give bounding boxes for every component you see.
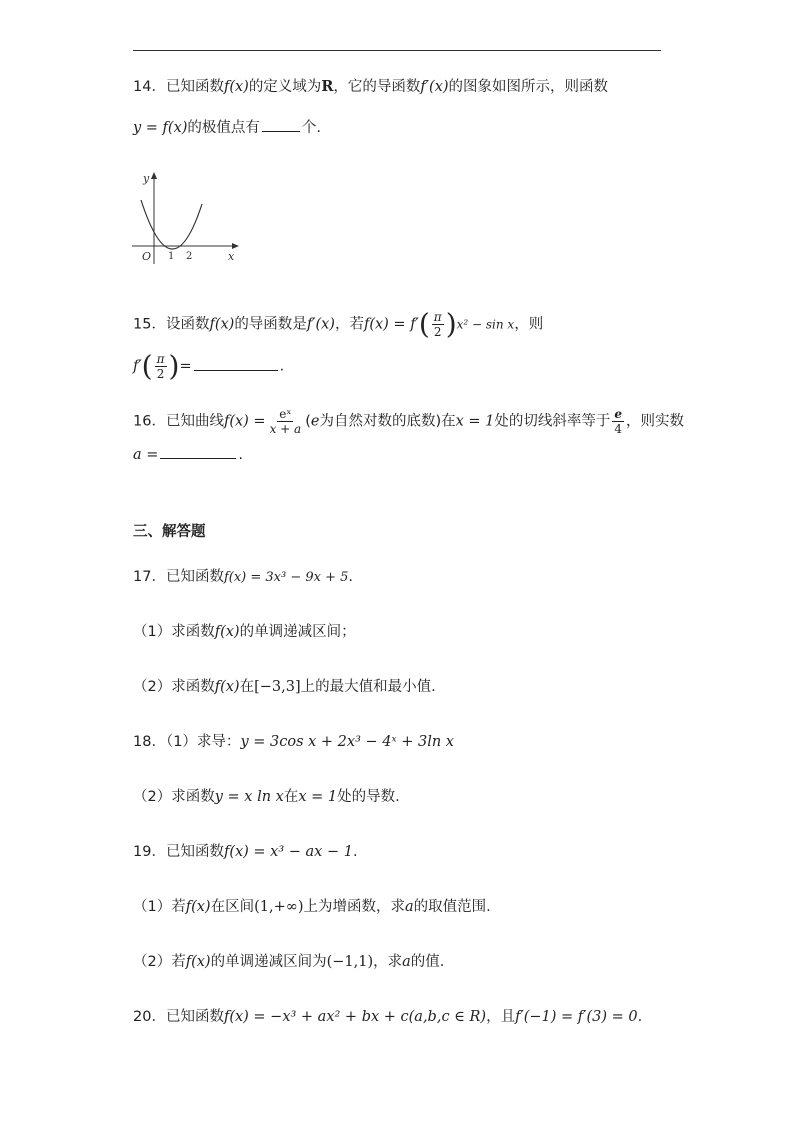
q16-text4: ，则实数 [626,413,685,430]
q15-ans-two: 2 [156,367,165,381]
graph-tick-1: 1 [168,251,175,262]
q17-p2-text2: 在 [239,679,255,695]
q15-ans-pi-over-2 [155,352,167,381]
q15-ans-paren-left: ( [141,349,153,383]
q18-number: 18． [133,734,166,750]
q16-line1 [133,407,684,436]
q15-eqsign: = [179,358,192,375]
q16-frac-den: x + a [269,422,302,436]
q19-line1 [133,841,358,863]
q18-part2 [133,786,400,808]
q15-text1: 设函数 [165,316,210,333]
q19-p2-interval: (−1,1) [326,954,374,970]
q19-eq: f(x) = x³ − ax − 1 [223,844,353,860]
q14-number: 14． [133,79,166,95]
q19-part2 [133,951,444,973]
q16-frac-num: eˣ [279,407,292,421]
q15-eq-lhs: f(x) = f′ [363,316,419,333]
q19-p2-fx: f(x) [185,954,211,970]
q18-part1 [133,731,454,753]
q19-number: 19． [133,844,166,860]
q16-text2: 为自然对数的底数)在 [319,413,456,430]
q16-period: . [238,447,244,463]
q18-p2-num: （2） [133,789,172,805]
q17-line1 [133,566,353,589]
graph-x-label: x [228,250,235,263]
q15-ans-f: f′ [133,358,142,375]
q16-e: e [310,413,320,430]
q17-p1-fx: f(x) [214,624,240,640]
q15-two: 2 [433,325,442,339]
q19-p2-text1: 若 [171,954,186,970]
q18-p1-text1: 求导： [196,734,241,750]
q17-part2 [133,676,436,698]
q16-slope [612,407,624,436]
q14-text1: 已知函数 [165,79,224,95]
q17-p2-text1: 求函数 [171,679,215,695]
q18-p1-eq: y = 3cos x + 2x³ − 4ˣ + 3ln x [240,734,454,750]
q14-fpx: f′(x) [420,79,449,95]
q15-period: . [279,358,285,375]
graph-y-arrow [151,172,157,179]
q19-p2-text4: 的值. [410,954,445,970]
q14-answer-blank[interactable] [262,117,300,132]
graph-x-arrow [232,243,239,249]
q16-a-eq: a = [133,447,159,463]
q14-R: R [321,78,334,95]
q16-fx-eq: f(x) = [223,413,266,430]
q14-text5: 的极值点有 [187,120,260,136]
q16-line2 [133,444,243,466]
q18-p2-text2: 在 [283,789,299,805]
q17-p1-text2: 的单调递减区间； [239,624,356,640]
q19-p1-a: a [404,899,414,915]
q15-line2 [133,349,285,383]
q15-fx: f(x) [209,316,235,333]
q18-p2-eq: y = x ln x [214,789,284,805]
q15-pi-over-2 [432,310,444,339]
q16-x1: x = 1 [455,413,495,430]
q15-text2: 的导函数是 [234,316,307,333]
q18-p2-text1: 求函数 [171,789,215,805]
q15-number: 15． [133,316,166,333]
q17-eq: f(x) = 3x³ − 9x + 5 [223,570,349,585]
q16-text1: 已知曲线 [165,413,224,430]
q20-line1 [133,1006,642,1028]
q14-line1 [133,76,608,98]
q15-eq-rhs: x² − sin x [456,317,515,332]
q14-y-eq: y = f(x) [133,120,188,136]
graph-tick-2: 2 [186,251,193,262]
q20-text2: ，且 [486,1009,516,1025]
q14-text4: 的图象如图所示，则函数 [448,79,609,95]
q19-p1-text2: 在区间 [210,899,255,915]
q15-ans-pi: π [156,352,165,366]
q19-p2-a: a [402,954,411,970]
q16-text3: 处的切线斜率等于 [494,413,611,430]
q16-paren-open: ( [305,413,311,430]
q17-part1 [133,621,356,643]
q19-p1-fx: f(x) [185,899,211,915]
q16-answer-blank[interactable] [160,444,236,459]
q15-fpx: f′(x) [306,316,335,333]
graph-parabola [141,200,202,249]
q18-p1-num: （1） [165,734,197,750]
q18-p2-x: x = 1 [298,789,338,805]
q17-p1-num: （1） [133,624,172,640]
q15-paren-right: ) [445,307,457,341]
q14-line2 [133,117,321,139]
q20-cond: f′(−1) = f′(3) = 0 [515,1009,638,1025]
q16-frac [268,407,304,436]
q16-slope-num: e [614,407,623,421]
q15-text4: ，则 [514,316,544,333]
q18-p2-text3: 处的导数. [337,789,400,805]
q15-paren-left: ( [418,307,430,341]
section3-title: 三、解答题 [133,524,206,540]
q20-eq: f(x) = −x³ + ax² + bx + c(a,b,c ∈ R) [223,1009,487,1025]
q14-fx: f(x) [223,79,249,95]
q19-p1-text3: 上为增函数，求 [303,899,405,915]
q15-text3: ，若 [334,316,364,333]
q15-ans-paren-right: ) [168,349,180,383]
q19-period: . [352,844,358,860]
q17-text1: 已知函数 [165,569,224,585]
q19-p2-text3: ，求 [373,954,403,970]
q14-text6: 个. [301,120,322,136]
q17-p2-text3: 上的最大值和最小值. [300,679,436,695]
q17-p2-fx: f(x) [214,679,240,695]
q15-line1 [133,307,544,341]
q20-text1: 已知函数 [165,1009,224,1025]
q19-part1 [133,896,491,918]
q17-p2-interval: [−3,3] [254,679,301,695]
q19-p2-num: （2） [133,954,172,970]
q19-p1-interval: (1,+∞) [254,899,304,915]
q15-answer-blank[interactable] [194,356,278,371]
q19-p1-text1: 若 [171,899,186,915]
q19-text1: 已知函数 [165,844,224,860]
q16-slope-den: 4 [614,422,623,436]
q20-period: . [637,1009,643,1025]
q17-p1-text1: 求函数 [171,624,215,640]
graph-y-label: y [143,172,150,185]
q19-p1-num: （1） [133,899,172,915]
q17-p2-num: （2） [133,679,172,695]
q14-text3: ，它的导函数 [333,79,421,95]
q17-period: . [348,569,354,585]
q14-derivative-graph [128,168,248,268]
header-rule [133,50,661,51]
q17-number: 17． [133,569,166,585]
q14-text2: 的定义域为 [248,79,322,95]
q15-pi: π [433,310,442,324]
graph-origin-label: O [142,250,152,263]
q20-number: 20． [133,1009,166,1025]
q16-number: 16． [133,413,166,430]
q19-p2-text2: 的单调递减区间为 [210,954,327,970]
q19-p1-text4: 的取值范围. [413,899,491,915]
